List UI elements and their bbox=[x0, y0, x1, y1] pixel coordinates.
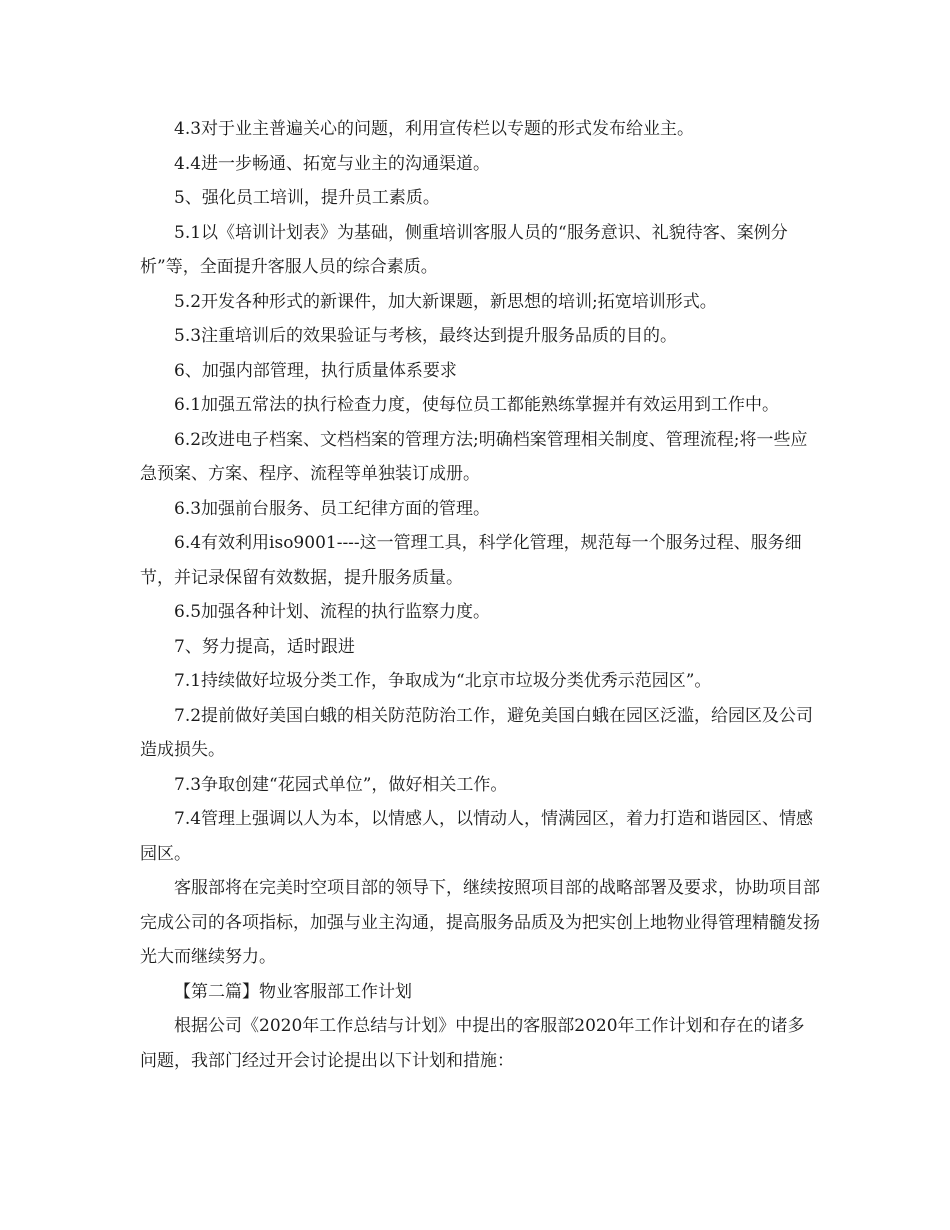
paragraph: 7.3争取创建“花园式单位”，做好相关工作。 bbox=[174, 774, 508, 795]
paragraph: 6.4有效利用iso9001----这一管理工具，科学化管理，规范每一个服务过程、服务细节，并记录保留有效数据，提升服务质量。 bbox=[140, 533, 802, 588]
paragraph: 6.2改进电子档案、文档档案的管理方法;明确档案管理相关制度、管理流程;将一些应急预案、方案、程序、流程等单独装订成册。 bbox=[140, 429, 808, 484]
paragraph: 7.2提前做好美国白蛾的相关防范防治工作，避免美国白蛾在园区泛滥，给园区及公司造成损失。 bbox=[140, 705, 814, 760]
paragraph: 7.4管理上强调以人为本，以情感人，以情动人，情满园区，着力打造和谐园区、情感园区。 bbox=[140, 809, 814, 864]
paragraph: 6.5加强各种计划、流程的执行监察力度。 bbox=[174, 602, 491, 622]
paragraph: 6.3加强前台服务、员工纪律方面的管理。 bbox=[174, 498, 491, 519]
part-title: 【第二篇】物业客服部工作计划 bbox=[174, 981, 412, 1002]
paragraph: 4.4进一步畅通、拓宽与业主的沟通渠道。 bbox=[174, 153, 491, 174]
paragraph: 7.1持续做好垃圾分类工作，争取成为“北京市垃圾分类优秀示范园区”。 bbox=[174, 671, 712, 691]
section-heading: 6、加强内部管理，执行质量体系要求 bbox=[174, 360, 457, 381]
paragraph: 5.2开发各种形式的新课件，加大新课题，新思想的培训;拓宽培训形式。 bbox=[174, 291, 717, 312]
paragraph: 客服部将在完美时空项目部的领导下，继续按照项目部的战略部署及要求，协助项目部完成公司的各项指标，加强与业主沟通，提高服务品质及为把实创上地物业得管理精髓发扬光大而继续努力。 bbox=[140, 878, 820, 967]
paragraph: 5.3注重培训后的效果验证与考核，最终达到提升服务品质的目的。 bbox=[174, 326, 678, 346]
paragraph: 5.1以《培训计划表》为基础，侧重培训客服人员的“服务意识、礼貌待客、案例分析”等，全面提升客服人员的综合素质。 bbox=[140, 222, 788, 277]
paragraph: 6.1加强五常法的执行检查力度，使每位员工都能熟练掌握并有效运用到工作中。 bbox=[174, 395, 780, 415]
paragraph: 4.3对于业主普遍关心的问题，利用宣传栏以专题的形式发布给业主。 bbox=[174, 119, 695, 139]
section-heading: 7、努力提高，适时跟进 bbox=[174, 636, 355, 657]
paragraph: 根据公司《2020年工作总结与计划》中提出的客服部2020年工作计划和存在的诸多问题，我部门经过开会讨论提出以下计划和措施： bbox=[140, 1016, 805, 1071]
document-body bbox=[140, 112, 820, 1078]
section-heading: 5、强化员工培训，提升员工素质。 bbox=[174, 188, 440, 208]
